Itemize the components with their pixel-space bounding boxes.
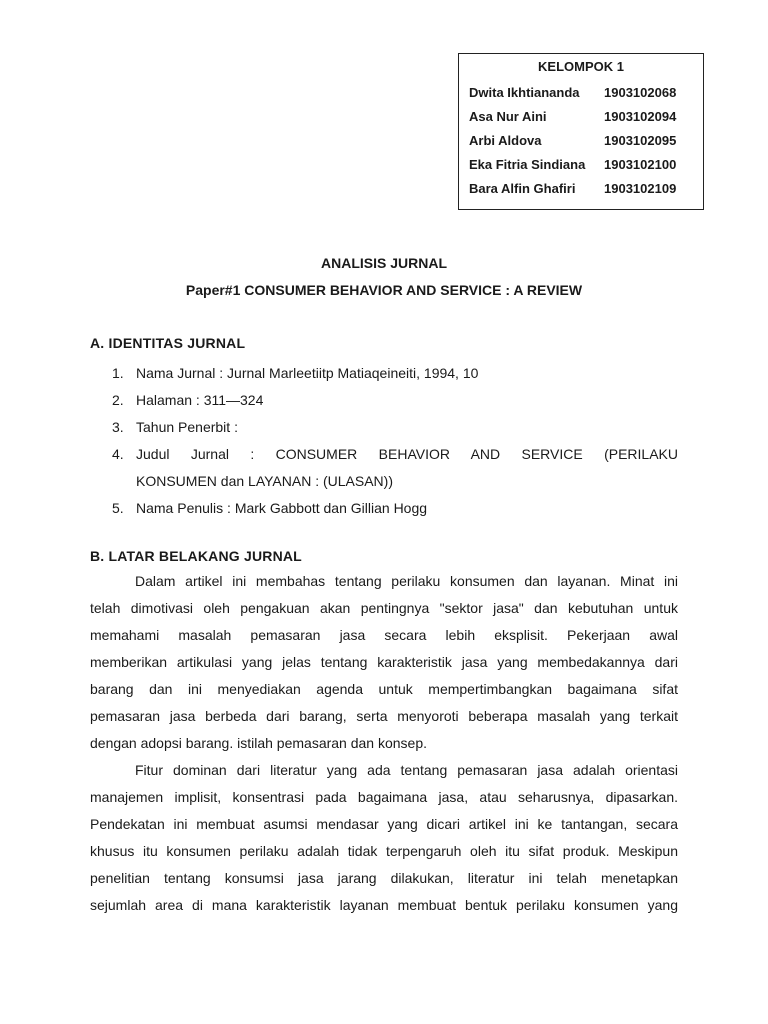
list-item [112,495,678,522]
paragraph-2 [90,757,678,919]
member-row [469,157,699,175]
paragraph-line: telah dimotivasi oleh pengakuan akan pentingnya "sektor jasa" dan kebutuhan untuk [90,600,678,616]
list-text: Nama Penulis : Mark Gabbott dan Gillian Hogg [136,500,428,516]
list-item [112,414,678,441]
list-item [112,360,678,387]
member-id: 1903102095 [604,133,677,148]
paragraph-line: Fitur dominan dari literatur yang ada tentang pemasaran jasa adalah orientasi [135,762,678,778]
paragraph-line: khusus itu konsumen perilaku adalah tidak terpengaruh oleh itu sifat produk. Meskipun [90,843,678,859]
list-number: 3. [112,419,124,435]
member-name: Bara Alfin Ghafiri [469,181,576,196]
paragraph-1 [90,568,678,757]
member-row [469,109,699,127]
paragraph-line: memberikan artikulasi yang jelas tentang karakteristik jasa yang membedakannya dari [90,654,678,670]
member-row [469,133,699,151]
member-id: 1903102109 [604,181,677,196]
section-b-heading: B. LATAR BELAKANG JURNAL [90,548,302,564]
list-text: Halaman : 311—324 [136,392,264,408]
member-name: Eka Fitria Sindiana [469,157,586,172]
member-name: Arbi Aldova [469,133,542,148]
list-text: Tahun Penerbit : [136,419,238,435]
group-title: KELOMPOK 1 [538,59,624,74]
list-item [112,387,678,414]
list-number: 1. [112,365,124,381]
document-subtitle: Paper#1 CONSUMER BEHAVIOR AND SERVICE : A REVIEW [185,282,583,298]
member-id: 1903102094 [604,109,677,124]
paragraph-line: dengan adopsi barang. istilah pemasaran dan konsep. [90,735,428,751]
document-title: ANALISIS JURNAL [320,255,447,271]
paragraph-line: manajemen implisit, konsentrasi pada bagaimana jasa, atau seharusnya, dipasarkan. [90,789,678,805]
list-number: 4. [112,446,124,462]
list-item [112,441,678,495]
list-text-line: KONSUMEN dan LAYANAN : (ULASAN)) [136,473,393,489]
paragraph-line: barang dan ini menyediakan agenda untuk mempertimbangkan bagaimana sifat [90,681,678,697]
paragraph-line: pemasaran jasa berbeda dari barang, serta menyoroti beberapa masalah yang terkait [90,708,678,724]
member-id: 1903102068 [604,85,677,100]
paragraph-line: penelitian tentang konsumsi jasa jarang dilakukan, literatur ini telah menetapkan [90,870,678,886]
member-id: 1903102100 [604,157,677,172]
list-text-line: Judul Jurnal : CONSUMER BEHAVIOR AND SERVICE (PERILAKU [136,446,678,462]
list-number: 5. [112,500,124,516]
paragraph-line: sejumlah area di mana karakteristik layanan membuat bentuk perilaku konsumen yang [90,897,678,913]
group-info-box [458,53,704,210]
identity-list [112,360,678,522]
member-name: Asa Nur Aini [469,109,547,124]
member-name: Dwita Ikhtiananda [469,85,580,100]
member-row [469,181,699,199]
list-text: Nama Jurnal : Jurnal Marleetiitp Matiaqeineiti, 1994, 10 [136,365,479,381]
paragraph-line: Dalam artikel ini membahas tentang perilaku konsumen dan layanan. Minat ini [135,573,678,589]
paragraph-line: Pendekatan ini membuat asumsi mendasar yang dicari artikel ini ke tantangan, secara [90,816,678,832]
member-row [469,85,699,103]
paragraph-line: memahami masalah pemasaran jasa secara lebih eksplisit. Pekerjaan awal [90,627,678,643]
list-number: 2. [112,392,124,408]
section-a-heading: A. IDENTITAS JURNAL [90,335,246,351]
